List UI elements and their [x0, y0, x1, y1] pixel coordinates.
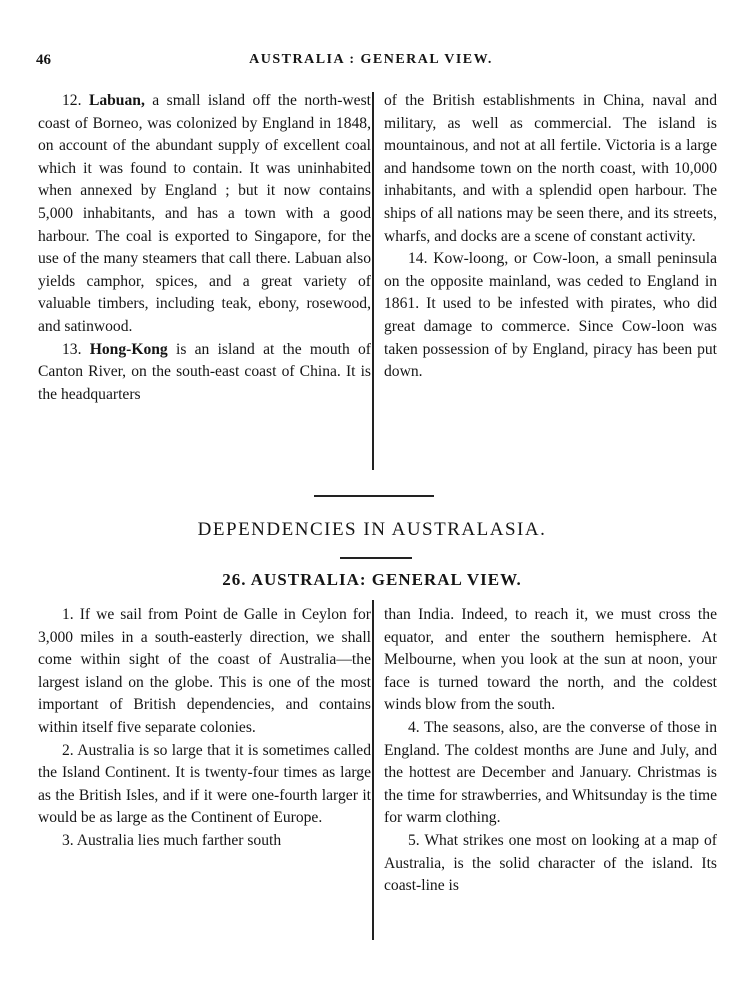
- section-rule: [314, 495, 434, 497]
- term-hong-kong: Hong-Kong: [89, 340, 168, 358]
- paragraph-13-continued: of the British establishments in China, naval and military, as well as commercial. The island is mountainous, and not at all fertile. Victoria is a large and handsome town on the north coast, with 10,000 inhabitants, and with a splendid open harbour. The ships of all nations may be seen there, and its streets, wharfs, and docks are a scene of constant activity.: [384, 92, 717, 245]
- column-divider: [372, 600, 374, 940]
- paragraph-5: 5. What strikes one most on looking at a map of Australia, is the solid character of the island. Its coast-line is: [384, 831, 717, 895]
- column-divider: [372, 92, 374, 470]
- top-left-column: [38, 90, 371, 406]
- paragraph-text: a small island off the north-west coast of Borneo, was colonized by England in 1848, on account of the abundant supply of excellent coal which it was found to contain. It was uninhabited when annexed by England ; but it now contains 5,000 inhabitants, and has a town with a good harbour. The coal is exported to Singapore, for the use of the many steamers that call there. Labuan also yields camphor, spices, and a great variety of valuable timbers, including teak, ebony, rosewood, and satinwood.: [38, 92, 372, 335]
- paragraph-12: [38, 90, 371, 339]
- paragraph-text: is an island at the mouth of Canton River, on the south-east coast of China. It is the headquarters: [38, 340, 371, 403]
- bottom-right-column: [384, 604, 717, 898]
- running-head: [36, 52, 706, 72]
- page-number: 46: [36, 52, 51, 68]
- heading-rule: [340, 557, 412, 559]
- paragraph-2: 2. Australia is so large that it is sometimes called the Island Continent. It is twenty-four times as large as the British Isles, and if it were one-fourth larger it would be as large as the Continent of Europe.: [38, 741, 371, 827]
- paragraph-number: 12.: [62, 92, 82, 109]
- paragraph-14: 14. Kow-loong, or Cow-loon, a small peninsula on the opposite mainland, was ceded to England in 1861. It used to be infested with pirates, who did great damage to commerce. Since Cow-loon was taken possession of by England, piracy has been put down.: [384, 250, 717, 381]
- chapter-heading: 26. AUSTRALIA: GENERAL VIEW.: [222, 570, 522, 589]
- term-labuan: Labuan,: [88, 92, 145, 109]
- paragraph-1: 1. If we sail from Point de Galle in Ceylon for 3,000 miles in a south-easterly direction, we shall come within sight of the coast of Australia—the largest island on the globe. This is one of the most important of British dependencies, and contains within itself five separate colonies.: [38, 606, 371, 736]
- section-heading: DEPENDENCIES IN AUSTRALASIA.: [197, 519, 547, 540]
- paragraph-4: 4. The seasons, also, are the converse of those in England. The coldest months are June and July, and the hottest are December and January. Christmas is the time for strawberries, and Whitsunday is the time for warm clothing.: [384, 718, 717, 827]
- paragraph-13: [38, 339, 371, 407]
- paragraph-number: 13.: [62, 340, 82, 358]
- bottom-left-column: [38, 604, 371, 853]
- paragraph-3-continued: than India. Indeed, to reach it, we must cross the equator, and enter the southern hemisphere. At Melbourne, when you look at the sun at noon, your face is turned toward the north, and the coldest winds blow from the south.: [384, 606, 717, 714]
- top-right-column: [384, 90, 717, 384]
- paragraph-3: 3. Australia lies much farther south: [62, 831, 282, 849]
- running-title: AUSTRALIA : GENERAL VIEW.: [249, 52, 493, 67]
